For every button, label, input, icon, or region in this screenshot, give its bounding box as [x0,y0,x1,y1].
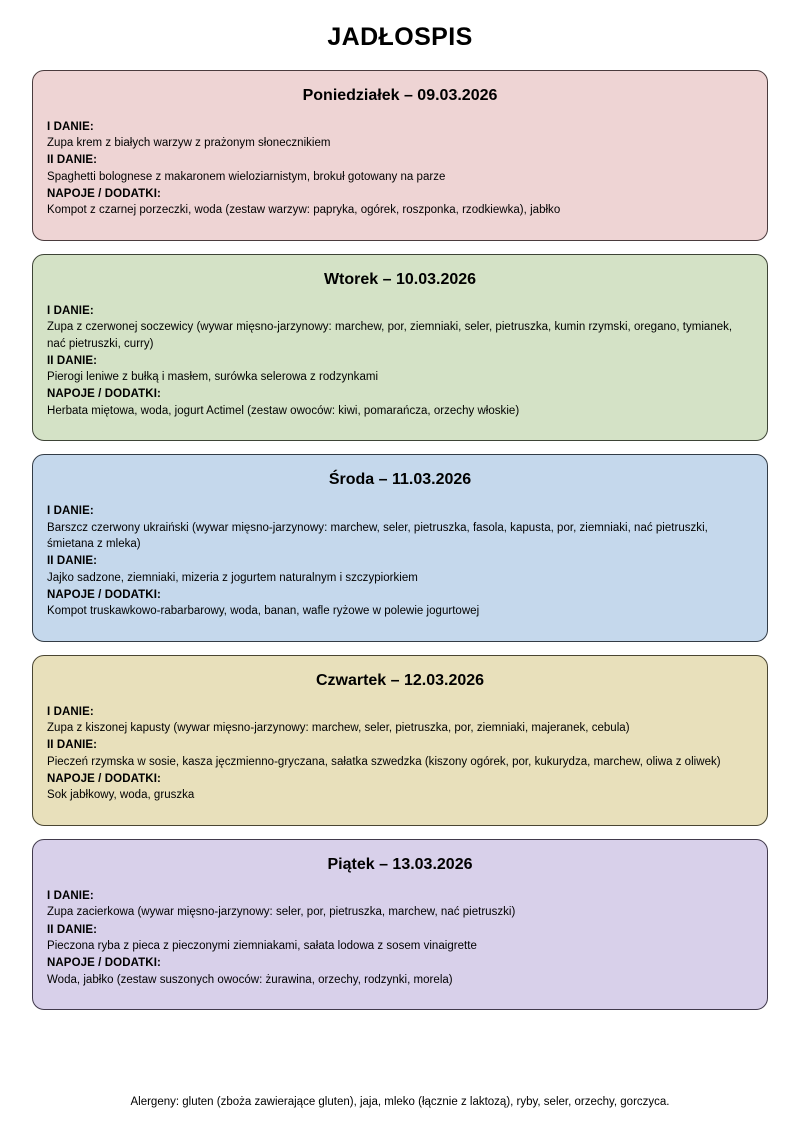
meal-block-course2 [47,922,753,955]
meal-block-course1 [47,303,753,352]
meal-label-drinks: NAPOJE / DODATKI: [47,957,161,970]
meal-text-drinks: Sok jabłkowy, woda, gruszka [47,789,195,802]
meal-label-drinks: NAPOJE / DODATKI: [47,188,161,200]
meal-text-drinks: Kompot truskawkowo-rabarbarowy, woda, banan, wafle ryżowe w polewie jogurtowej [47,605,480,618]
meal-text-course1: Zupa z kiszonej kapusty (wywar mięsno-jarzynowy: marchew, seler, pietruszka, por, ziemniaki, majeranek, cebula) [47,722,630,735]
meal-text-course1: Barszcz czerwony ukraiński (wywar mięsno-jarzynowy: marchew, seler, pietruszka, fasola, kapusta, por, ziemniaki, nać pietruszki, śmietana z mleka) [47,521,708,550]
meal-block-drinks [47,955,753,988]
meal-text-course2: Spaghetti bolognese z makaronem wieloziarnistym, brokuł gotowany na parze [47,170,446,183]
meal-label-drinks: NAPOJE / DODATKI: [47,588,161,601]
meal-block-drinks [47,186,753,219]
meal-label-course2: II DANIE: [47,555,98,568]
day-title-thursday: Czwartek – 12.03.2026 [315,671,485,689]
meal-block-course2 [47,152,753,185]
meal-label-course2: II DANIE: [47,154,98,167]
meal-block-course2 [47,553,753,586]
meal-label-drinks: NAPOJE / DODATKI: [47,388,161,401]
meal-block-course1 [47,503,753,552]
meal-block-drinks [47,771,753,804]
day-card-thursday [32,655,768,826]
meal-label-course2: II DANIE: [47,739,98,752]
meal-text-course2: Pieczona ryba z pieca z pieczonymi ziemniakami, sałata lodowa z sosem vinaigrette [47,939,477,952]
day-title-tuesday: Wtorek – 10.03.2026 [323,270,477,288]
meal-label-course1: I DANIE: [47,889,94,902]
day-card-tuesday [32,254,768,441]
meal-block-course1 [47,119,753,152]
meal-label-course1: I DANIE: [47,705,94,718]
meal-text-course1: Zupa z czerwonej soczewicy (wywar mięsno-jarzynowy: marchew, por, ziemniaki, seler, pietruszka, kumin rzymski, oregano, tymianek, nać pietruszki, curry) [47,321,733,350]
meal-text-drinks: Herbata miętowa, woda, jogurt Actimel (zestaw owoców: kiwi, pomarańcza, orzechy włoskie) [47,404,520,417]
meal-label-drinks: NAPOJE / DODATKI: [47,773,161,786]
meal-label-course2: II DANIE: [47,923,98,936]
meal-block-drinks [47,587,753,620]
day-title-friday: Piątek – 13.03.2026 [327,855,473,873]
day-card-monday [32,70,768,241]
page-title: JADŁOSPIS [327,23,473,51]
meal-text-course2: Jajko sadzone, ziemniaki, mizeria z jogurtem naturalnym i szczypiorkiem [47,571,418,584]
meal-text-drinks: Woda, jabłko (zestaw suszonych owoców: żurawina, orzechy, rodzynki, morela) [47,973,453,986]
meal-text-course1: Zupa krem z białych warzyw z prażonym słonecznikiem [47,137,331,150]
day-card-friday [32,839,768,1010]
meal-text-course1: Zupa zacierkowa (wywar mięsno-jarzynowy: seler, por, pietruszka, marchew, nać pietruszki) [47,906,516,919]
meal-text-course2: Pieczeń rzymska w sosie, kasza jęczmienno-gryczana, sałatka szwedzka (kiszony ogórek, por, kukurydza, marchew, oliwa z oliwek) [47,755,721,768]
meal-block-drinks [47,386,753,419]
meal-block-course1 [47,704,753,737]
day-card-list [0,70,800,1010]
meal-label-course1: I DANIE: [47,304,94,317]
meal-label-course1: I DANIE: [47,120,94,133]
day-card-wednesday [32,454,768,641]
day-title-monday: Poniedziałek – 09.03.2026 [302,86,498,104]
meal-block-course2 [47,353,753,386]
meal-block-course1 [47,888,753,921]
meal-block-course2 [47,737,753,770]
day-title-wednesday: Środa – 11.03.2026 [328,471,472,489]
meal-text-drinks: Kompot z czarnej porzeczki, woda (zestaw warzyw: papryka, ogórek, roszponka, rzodkiewka), jabłko [47,204,561,217]
meal-text-course2: Pierogi leniwe z bułką i masłem, surówka selerowa z rodzynkami [47,371,379,384]
meal-label-course1: I DANIE: [47,505,94,518]
allergen-note: Alergeny: gluten (zboża zawierające gluten), jaja, mleko (łącznie z laktozą), ryby, seler, orzechy, gorczyca. [130,1095,670,1108]
meal-label-course2: II DANIE: [47,354,98,367]
